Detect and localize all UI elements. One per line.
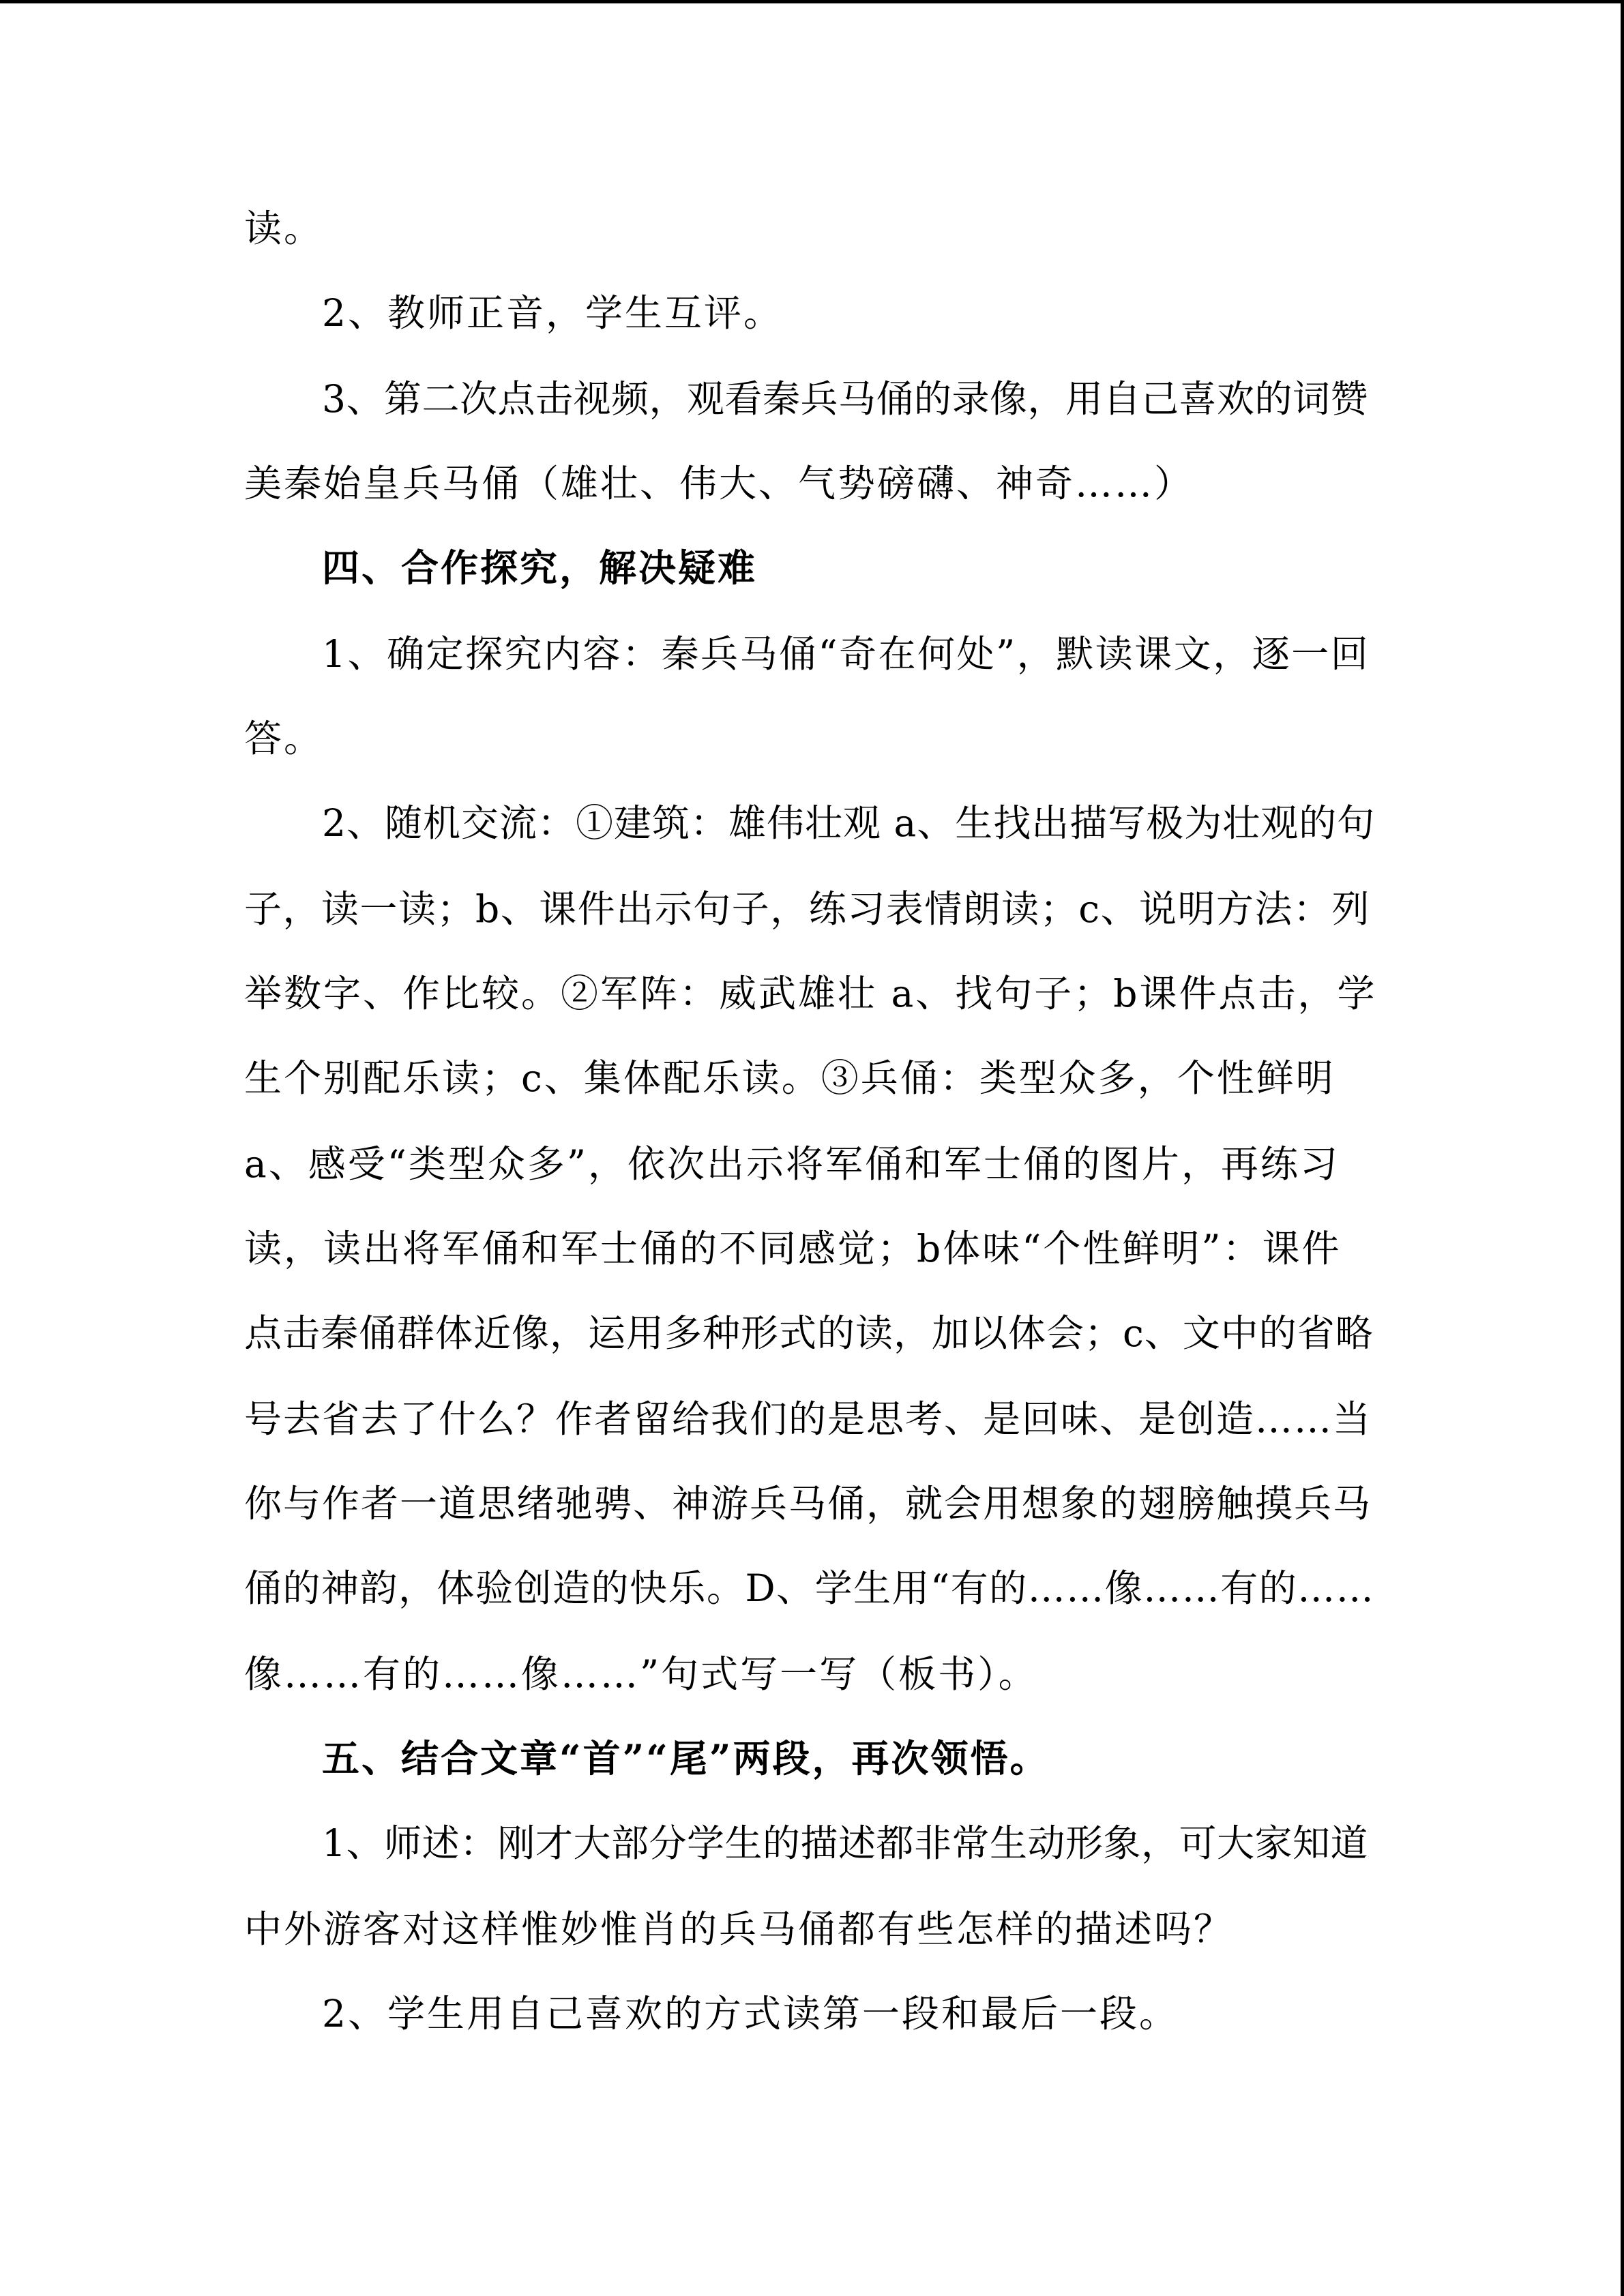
- paragraph-line: a、感受“类型众多”，依次出示将军俑和军士俑的图片，再练习: [244, 1142, 1340, 1186]
- paragraph-line: 2、教师正音，学生互评。: [322, 291, 783, 335]
- paragraph-line: 2、随机交流：①建筑：雄伟壮观 a、生找出描写极为壮观的句: [322, 801, 1376, 845]
- paragraph-line: 号去省去了什么？作者留给我们的是思考、是回味、是创造……当: [244, 1397, 1372, 1441]
- paragraph-line: 读，读出将军俑和军士俑的不同感觉；b体味“个性鲜明”：课件: [244, 1227, 1342, 1270]
- paragraph-line: 读。: [244, 207, 324, 250]
- paragraph-line: 3、第二次点击视频，观看秦兵马俑的录像，用自己喜欢的词赞: [322, 377, 1368, 421]
- section-heading: 五、结合文章“首”“尾”两段，再次领悟。: [322, 1736, 1050, 1780]
- paragraph-line: 俑的神韵，体验创造的快乐。D、学生用“有的……像……有的……: [244, 1566, 1375, 1610]
- paragraph-line: 中外游客对这样惟妙惟肖的兵马俑都有些怎样的描述吗？: [244, 1907, 1234, 1951]
- paragraph-line: 子，读一读；b、课件出示句子，练习表情朗读；c、说明方法：列: [244, 887, 1371, 931]
- paragraph-line: 点击秦俑群体近像，运用多种形式的读，加以体会；c、文中的省略: [244, 1311, 1374, 1355]
- section-heading: 四、合作探究，解决疑难: [322, 546, 758, 590]
- paragraph-line: 你与作者一道思绪驰骋、神游兵马俑，就会用想象的翅膀触摸兵马: [244, 1482, 1372, 1525]
- paragraph-line: 答。: [244, 717, 324, 760]
- page-border-right: [1621, 0, 1624, 2296]
- paragraph-line: 美秦始皇兵马俑（雄壮、伟大、气势磅礴、神奇……）: [244, 462, 1194, 505]
- paragraph-line: 2、学生用自己喜欢的方式读第一段和最后一段。: [322, 1992, 1179, 2036]
- paragraph-line: 1、师述：刚才大部分学生的描述都非常生动形象，可大家知道: [322, 1821, 1368, 1865]
- page-border-top: [0, 0, 1624, 3]
- paragraph-line: 生个别配乐读；c、集体配乐读。③兵俑：类型众多，个性鲜明: [244, 1056, 1335, 1100]
- paragraph-line: 举数字、作比较。②军阵：威武雄壮 a、找句子；b课件点击，学: [244, 972, 1377, 1015]
- paragraph-line: 1、确定探究内容：秦兵马俑“奇在何处”，默读课文，逐一回: [322, 632, 1370, 676]
- paragraph-line: 像……有的……像……”句式写一写（板书）。: [244, 1652, 1038, 1696]
